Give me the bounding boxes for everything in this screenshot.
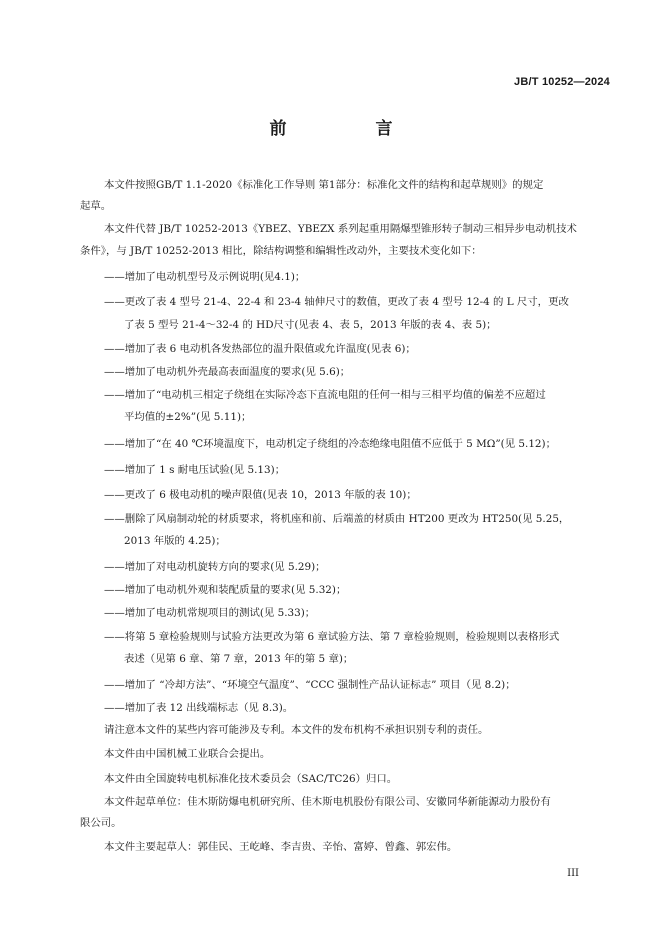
paragraph-line: 请注意本文件的某些内容可能涉及专利。本文件的发布机构不承担识别专利的责任。 <box>104 724 489 736</box>
change-item: ——增加了表 6 电动机各发热部位的温升限值或允许温度(见表 6)； <box>104 343 416 355</box>
paragraph-line: 本文件由全国旋转电机标准化技术委员会（SAC/TC26）归口。 <box>104 773 398 785</box>
paragraph-line: 本文件主要起草人：郭佳民、王屹峰、李吉贵、辛怡、富婷、曾鑫、郭宏伟。 <box>104 841 458 853</box>
page-title: 前 言 <box>269 119 429 139</box>
change-item: ——增加了“电动机三相定子绕组在实际冷态下直流电阻的任何一相与三相平均值的偏差不应超过 <box>104 389 546 401</box>
paragraph-line: 本文件代替 JB/T 10252-2013《YBEZ、YBEZX 系列起重用隔爆型锥形转子制动三相异步电动机技术 <box>104 223 577 235</box>
paragraph-line: 条件》，与 JB/T 10252-2013 相比，除结构调整和编辑性改动外，主要技术变化如下： <box>80 245 482 257</box>
change-item: ——增加了 1 s 耐电压试验(见 5.13)； <box>104 464 286 476</box>
page-number: III <box>567 868 579 879</box>
paragraph-line: 限公司。 <box>80 817 122 829</box>
change-item-continued: 平均值的±2%”(见 5.11)； <box>124 411 252 423</box>
change-item: ——更改了 6 极电动机的噪声限值(见表 10，2013 年版的表 10)； <box>104 489 417 501</box>
change-item: ——增加了表 12 出线端标志（见 8.3)。 <box>104 702 294 714</box>
change-item: ——增加了“在 40 ℃环境温度下，电动机定子绕组的冷态绝缘电阻值不应低于 5 MΩ”(见 5.12)； <box>104 438 556 450</box>
change-item: ——增加了电动机常规项目的测试(见 5.33)； <box>104 607 316 619</box>
change-item: ——更改了表 4 型号 21-4、22-4 和 23-4 轴伸尺寸的数值，更改了表 4 型号 12-4 的 L 尺寸，更改 <box>104 296 569 308</box>
change-item: ——增加了 “冷却方法”、“环境空气温度”、“CCC 强制性产品认证标志” 项目（见 8.2)； <box>104 679 516 691</box>
standard-code: JB/T 10252—2024 <box>514 76 610 88</box>
paragraph-line: 本文件由中国机械工业联合会提出。 <box>104 748 271 760</box>
change-item: ——增加了电动机外壳最高表面温度的要求(见 5.6)； <box>104 366 351 378</box>
change-item: ——删除了风扇制动轮的材质要求，将机座和前、后端盖的材质由 HT200 更改为 HT250(见 5.25， <box>104 513 570 525</box>
paragraph-line: 本文件按照GB/T 1.1-2020《标准化工作导则 第1部分：标准化文件的结构和起草规则》的规定 <box>104 179 544 191</box>
change-item: ——增加了电动机型号及示例说明(见4.1)； <box>104 271 306 283</box>
change-item-continued: 了表 5 型号 21-4～32-4 的 HD尺寸(见表 4、表 5，2013 年版的表 4、表 5)； <box>124 319 497 331</box>
change-item: ——增加了电动机外观和装配质量的要求(见 5.32)； <box>104 584 347 596</box>
change-item-continued: 表述（见第 6 章、第 7 章，2013 年的第 5 章)； <box>124 653 354 665</box>
change-item-continued: 2013 年版的 4.25)； <box>124 535 226 547</box>
change-item: ——将第 5 章检验规则与试验方法更改为第 6 章试验方法、第 7 章检验规则，检验规则以表格形式 <box>104 631 560 643</box>
paragraph-line: 起草。 <box>80 200 112 212</box>
paragraph-line: 本文件起草单位：佳木斯防爆电机研究所、佳木斯电机股份有限公司、安徽同华新能源动力股份有 <box>104 796 551 808</box>
change-item: ——增加了对电动机旋转方向的要求(见 5.29)； <box>104 561 326 573</box>
